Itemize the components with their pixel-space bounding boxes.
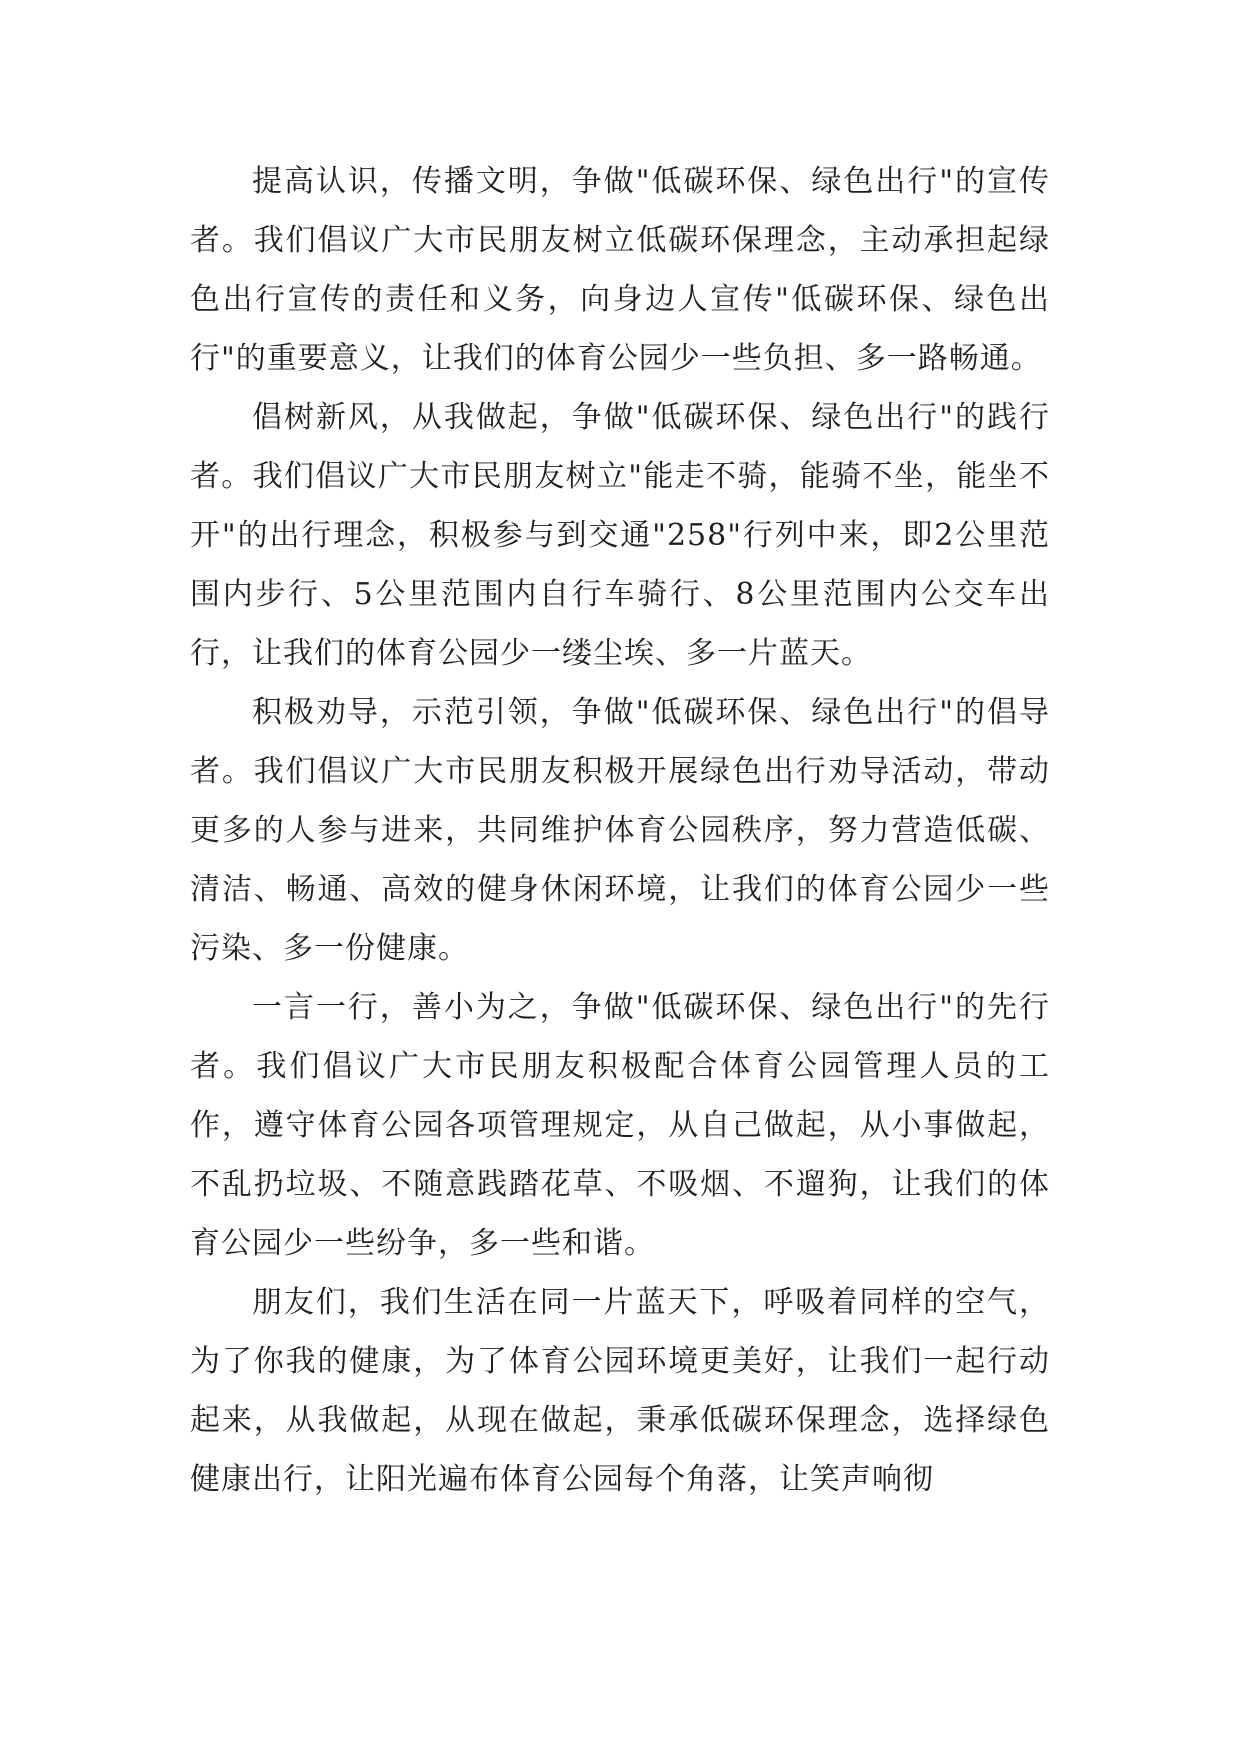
document-body (190, 152, 1050, 1509)
paragraph-publicity: 提高认识，传播文明，争做"低碳环保、绿色出行"的宣传者。我们倡议广大市民朋友树立低碳环保理念，主动承担起绿色出行宣传的责任和义务，向身边人宣传"低碳环保、绿色出行"的重要意义，让我们的体育公园少一些负担、多一路畅通。 (190, 164, 1050, 376)
paragraph-closing: 朋友们，我们生活在同一片蓝天下，呼吸着同样的空气，为了你我的健康，为了体育公园环境更美好，让我们一起行动起来，从我做起，从现在做起，秉承低碳环保理念，选择绿色健康出行，让阳光遍布体育公园每个角落，让笑声响彻 (190, 1285, 1050, 1497)
paragraph-advocacy: 积极劝导，示范引领，争做"低碳环保、绿色出行"的倡导者。我们倡议广大市民朋友积极开展绿色出行劝导活动，带动更多的人参与进来，共同维护体育公园秩序，努力营造低碳、清洁、畅通、高效的健身休闲环境，让我们的体育公园少一些污染、多一份健康。 (190, 695, 1050, 966)
paragraph-pioneer: 一言一行，善小为之，争做"低碳环保、绿色出行"的先行者。我们倡议广大市民朋友积极配合体育公园管理人员的工作，遵守体育公园各项管理规定，从自己做起，从小事做起，不乱扔垃圾、不随意践踏花草、不吸烟、不遛狗，让我们的体育公园少一些纷争，多一些和谐。 (190, 990, 1050, 1261)
paragraph-practice: 倡树新风，从我做起，争做"低碳环保、绿色出行"的践行者。我们倡议广大市民朋友树立"能走不骑，能骑不坐，能坐不开"的出行理念，积极参与到交通"258"行列中来，即2公里范围内步行、5公里范围内自行车骑行、8公里范围内公交车出行，让我们的体育公园少一缕尘埃、多一片蓝天。 (190, 400, 1050, 671)
